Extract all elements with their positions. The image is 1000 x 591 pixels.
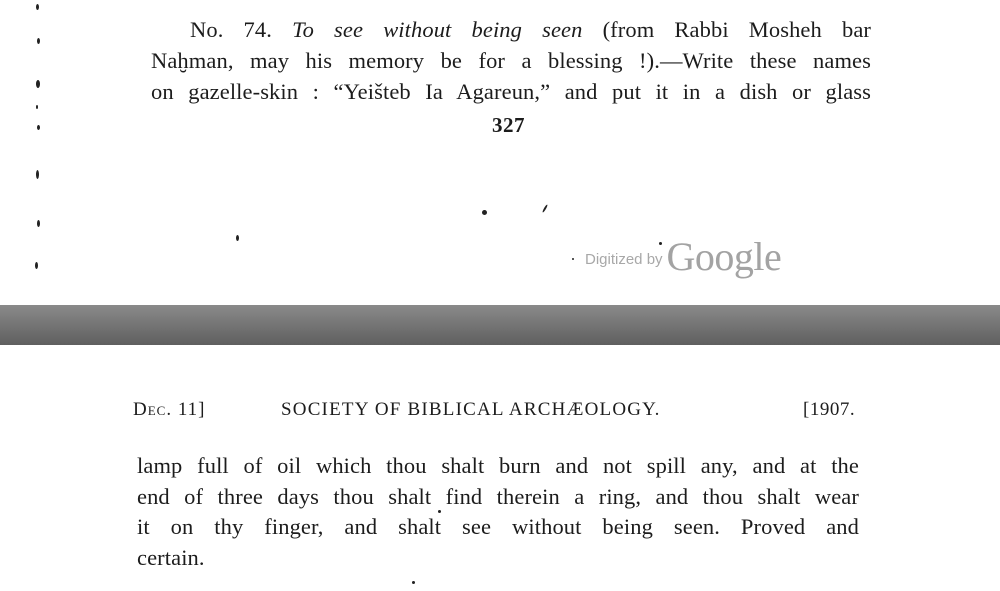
scan-speck xyxy=(659,242,662,245)
scan-speck xyxy=(37,220,40,227)
text-line: on gazelle-skin : “Yeišteb Ia Agareun,” and put it in a dish or glass xyxy=(151,79,871,104)
scan-speck xyxy=(542,204,548,213)
text-line: lamp full of oil which thou shalt burn and not spill any, and at the xyxy=(137,453,859,478)
entry-number: No. 74. xyxy=(190,17,272,42)
digitized-by-google-watermark xyxy=(585,233,781,280)
scan-speck xyxy=(36,105,38,109)
running-head-date: Dec. 11] xyxy=(133,399,206,420)
page-gap xyxy=(0,305,1000,345)
scan-speck xyxy=(36,80,40,88)
scan-speck xyxy=(236,235,239,241)
entry-heading-line xyxy=(190,17,871,43)
scan-speck xyxy=(36,4,39,10)
scan-speck xyxy=(572,258,574,260)
running-head-title: SOCIETY OF BIBLICAL ARCHÆOLOGY. xyxy=(281,399,661,420)
running-head-year: [1907. xyxy=(803,399,856,420)
google-logo: Google xyxy=(666,234,782,279)
entry-title: To see without being seen xyxy=(292,17,583,42)
watermark-caption: Digitized by xyxy=(585,251,663,268)
text-line: certain. xyxy=(137,545,205,570)
entry-heading-rest: (from Rabbi Mosheh bar xyxy=(602,17,872,42)
text-line: end of three days thou shalt find therein a ring, and thou shalt wear xyxy=(137,484,859,509)
page-number: 327 xyxy=(492,113,525,137)
scan-speck xyxy=(35,262,38,269)
scan-speck xyxy=(482,210,487,215)
scan-speck xyxy=(37,125,40,130)
scan-speck xyxy=(36,170,39,179)
scan-speck xyxy=(438,510,441,513)
scan-speck xyxy=(37,38,40,44)
scan-speck xyxy=(412,581,415,584)
text-line: it on thy finger, and shalt see without being seen. Proved and xyxy=(137,514,859,539)
text-line: Naḫman, may his memory be for a blessing !).—Write these names xyxy=(151,48,871,73)
